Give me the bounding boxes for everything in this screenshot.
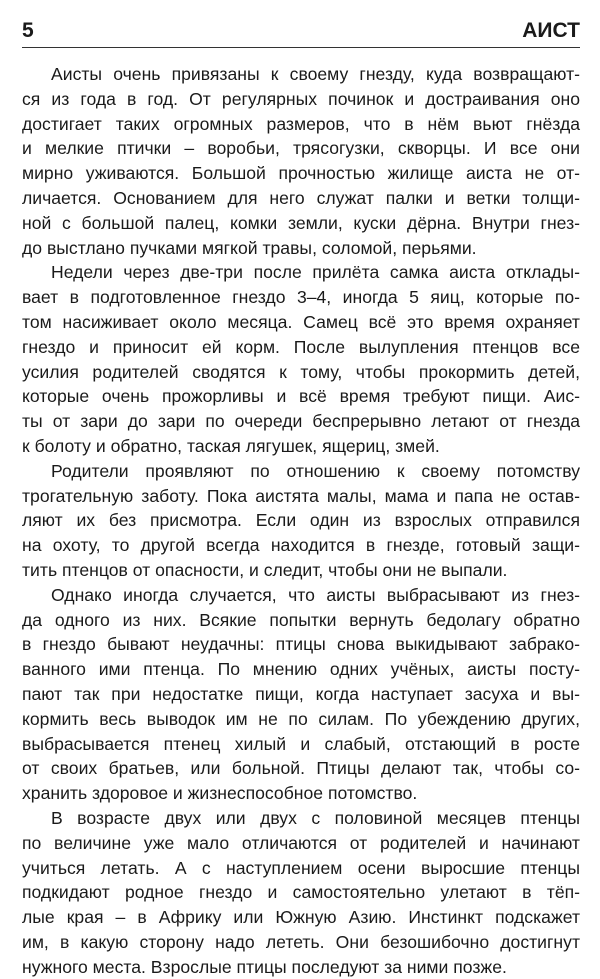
text-line: лые края – в Африку или Южную Азию. Инстинкт подскажет (22, 907, 580, 928)
text-line: да одного из них. Всякие попытки вернуть бедолагу обратно (22, 609, 580, 630)
paragraph (22, 459, 580, 583)
text-line: Аисты очень привязаны к своему гнезду, куда возвращают- (51, 64, 580, 84)
text-line: ванного ими птенца. По мнению одних учёных, аисты посту- (22, 659, 580, 680)
text-line: усилия родителей сводятся к тому, чтобы прокормить детей, (22, 361, 580, 382)
text-line: личается. Основанием для него служат палки и ветки толщи- (22, 187, 580, 208)
page-number: 5 (22, 19, 34, 42)
text-line: к болоту и обратно, таская лягушек, ящериц, змей. (22, 435, 440, 456)
paragraph (22, 583, 580, 806)
text-line: ся из года в год. От регулярных починок и достраивания оно (22, 88, 580, 109)
text-line: ляют их без присмотра. Если один из взрослых отправился (22, 510, 580, 531)
text-line: В возрасте двух или двух с половиной месяцев птенцы (51, 807, 580, 828)
running-title: АИСТ (522, 19, 580, 42)
text-line: учиться летать. А с наступлением осени выросшие птенцы (22, 857, 580, 878)
text-line: на охоту, то другой всегда находится в гнезде, готовый защи- (22, 535, 580, 556)
text-line: Родители проявляют по отношению к своему потомству (51, 460, 580, 481)
page-body (22, 62, 580, 979)
text-line: трогательную заботу. Пока аистята малы, мама и папа не остав- (22, 485, 580, 506)
text-line: по величине уже мало отличаются от родителей и начинают (22, 832, 580, 853)
paragraph (22, 806, 580, 979)
text-line: ной с большой палец, комки земли, куски дёрна. Внутри гнез- (22, 212, 580, 233)
text-line: которые очень прожорливы и всё время требуют пищи. Аис- (22, 386, 580, 407)
text-line: Однако иногда случается, что аисты выбрасывают из гнез- (51, 584, 580, 605)
text-line: кормить весь выводок им не по силам. По убеждению других, (22, 708, 580, 729)
text-line: от своих братьев, или больной. Птицы делают так, чтобы со- (22, 758, 580, 779)
page-header (22, 17, 580, 48)
text-line: выбрасывается птенец хилый и слабый, отстающий в росте (22, 733, 580, 754)
paragraph (22, 62, 580, 260)
text-line: нужного места. Взрослые птицы последуют за ними позже. (22, 956, 507, 977)
text-line: пают так при недостатке пищи, когда наступает засуха и вы- (22, 683, 580, 704)
paragraph (22, 260, 580, 458)
text-line: мирно уживаются. Большой прочностью жилище аиста не от- (22, 163, 580, 184)
text-line: том насиживает около месяца. Самец всё это время охраняет (22, 311, 580, 332)
text-line: тить птенцов от опасности, и следит, чтобы они не выпали. (22, 559, 508, 580)
text-line: гнездо и приносит ей корм. После вылупления птенцов все (22, 336, 580, 357)
text-line: ты от зари до зари по очереди беспрерывно летают от гнезда (22, 411, 580, 432)
text-line: хранить здоровое и жизнеспособное потомство. (22, 783, 418, 804)
text-line: в гнездо бывают неудачны: птицы снова выкидывают забрако- (22, 634, 580, 655)
text-line: до выстлано пучками мягкой травы, соломой, перьями. (22, 237, 477, 258)
text-line: Недели через две-три после прилёта самка аиста отклады- (51, 262, 580, 283)
text-line: вает в подготовленное гнездо 3–4, иногда 5 яиц, которые по- (22, 287, 580, 308)
text-line: достигает таких огромных размеров, что в нём вьют гнёзда (22, 113, 580, 134)
text-line: подкидают родное гнездо и самостоятельно улетают в тёп- (22, 882, 580, 903)
text-line: им, в какую сторону надо лететь. Они безошибочно достигнут (22, 931, 580, 952)
text-line: и мелкие птички – воробьи, трясогузки, скворцы. И все они (22, 138, 580, 159)
